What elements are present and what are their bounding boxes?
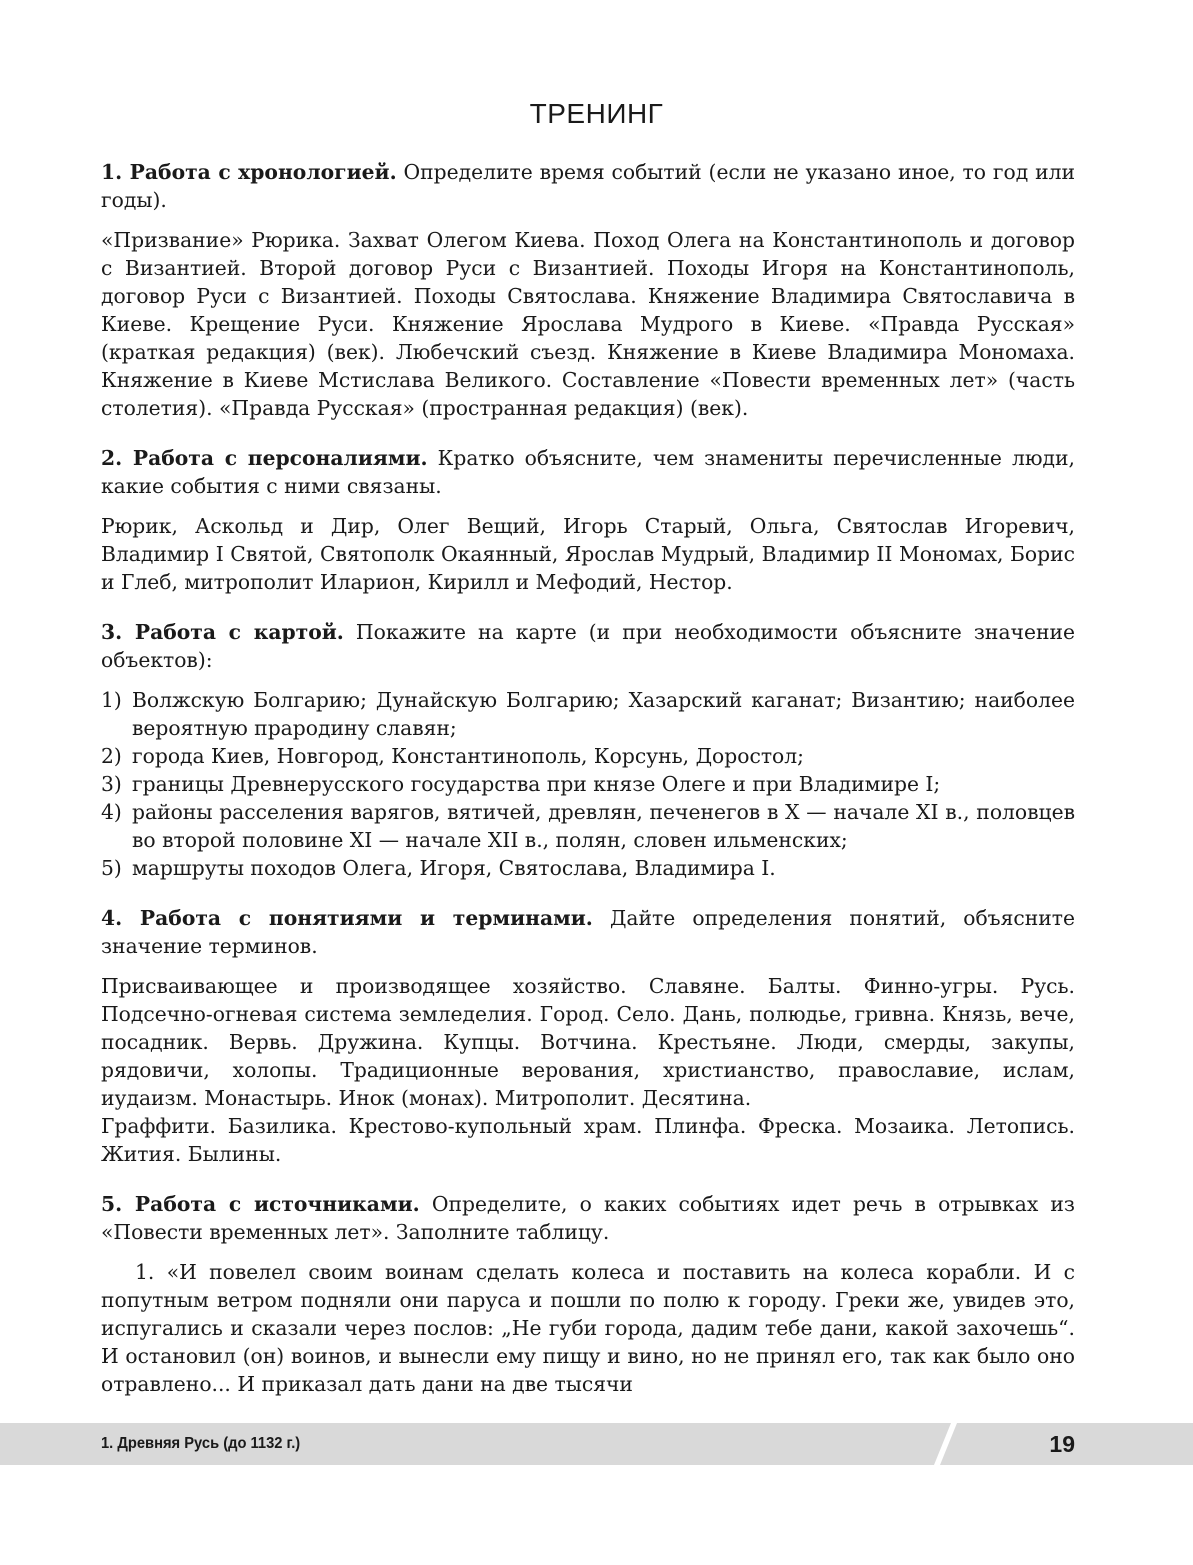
source-excerpt: 1. «И повелел своим воинам сделать колеса и поставить на колеса корабли. И с попутным ветром подняли они паруса и пошли по полю к городу. Греки же, увидев это, испугались и сказали через послов: „Не губи города, дадим тебе дани, какой захочешь“. И остановил (он) воинов, и вынесли ему пищу и вино, но не принял его, так как было оно отравлено... И приказал дать дани на две тысячи [101, 1260, 1075, 1396]
list-item-text: районы расселения варягов, вятичей, древлян, печенегов в X — начале XI в., половцев во второй половине XI — начале XII в., полян, словен ильменских; [132, 800, 1075, 852]
list-item [101, 686, 1075, 742]
list-item-number: 3) [101, 772, 122, 796]
list-item-text: маршруты походов Олега, Игоря, Святослава, Владимира I. [132, 856, 776, 880]
task-heading [101, 618, 1075, 674]
list-item-number: 5) [101, 856, 122, 880]
task-text: Определите, о каких событиях идет речь в отрывках из «Повести временных лет». Заполните таблицу. [101, 1192, 1075, 1244]
task-text: Дайте определения понятий, объясните значение терминов. [101, 906, 1075, 958]
task-lead: 1. Работа с хронологией. [101, 160, 397, 184]
section-sources [101, 1190, 1075, 1398]
task-body: Рюрик, Аскольд и Дир, Олег Вещий, Игорь Старый, Ольга, Святослав Игоревич, Владимир I Святой, Святополк Окаянный, Ярослав Мудрый, Владимир II Мономах, Борис и Глеб, митрополит Иларион, Кирилл и Мефодий, Нестор. [101, 514, 1075, 594]
map-task-list [101, 686, 1075, 882]
task-lead: 4. Работа с понятиями и терминами. [101, 906, 593, 930]
list-item-text: Волжскую Болгарию; Дунайскую Болгарию; Хазарский каганат; Византию; наиболее вероятную прародину славян; [132, 688, 1075, 740]
list-item-text: города Киев, Новгород, Константинополь, Корсунь, Доростол; [132, 744, 804, 768]
list-item [101, 770, 1075, 798]
task-text: Кратко объясните, чем знамениты перечисленные люди, какие события с ними связаны. [101, 446, 1075, 498]
list-item [101, 854, 1075, 882]
task-text: Определите время событий (если не указано иное, то год или годы). [101, 160, 1075, 212]
task-body: «Призвание» Рюрика. Захват Олегом Киева. Поход Олега на Константинополь и договор с Византией. Второй договор Руси с Византией. Походы Игоря на Константинополь, договор Руси с Византией. Походы Святослава. Княжение Владимира Святославича в Киеве. Крещение Руси. Княжение Ярослава Мудрого в Киеве. «Правда Русская» (краткая редакция) (век). Любечский съезд. Княжение в Киеве Владимира Мономаха. Княжение в Киеве Мстислава Великого. Составление «Повести временных лет» (часть столетия). «Правда Русская» (пространная редакция) (век). [101, 228, 1075, 420]
list-item [101, 742, 1075, 770]
task-heading [101, 904, 1075, 960]
section-chronology [101, 158, 1075, 422]
list-item-number: 2) [101, 744, 122, 768]
task-body-continued: Граффити. Базилика. Крестово-купольный храм. Плинфа. Фреска. Мозаика. Летопись. Жития. Былины. [101, 1114, 1075, 1166]
page-number: 19 [1049, 1431, 1075, 1457]
section-personalities [101, 444, 1075, 596]
task-heading [101, 1190, 1075, 1246]
section-terms [101, 904, 1075, 1168]
page-content [101, 158, 1075, 1398]
task-body: Присваивающее и производящее хозяйство. Славяне. Балты. Финно-угры. Русь. Подсечно-огневая система земледелия. Город. Село. Дань, полюдье, гривна. Князь, вече, посадник. Вервь. Дружина. Купцы. Вотчина. Крестьяне. Люди, смерды, закупы, рядовичи, холопы. Традиционные верования, христианство, православие, ислам, иудаизм. Монастырь. Инок (монах). Митрополит. Десятина. [101, 974, 1075, 1110]
chapter-title: 1. Древняя Русь (до 1132 г.) [101, 1435, 301, 1452]
task-lead: 2. Работа с персоналиями. [101, 446, 428, 470]
list-item-number: 4) [101, 800, 122, 824]
task-lead: 3. Работа с картой. [101, 620, 344, 644]
task-text: Покажите на карте (и при необходимости объясните значение объектов): [101, 620, 1075, 672]
task-lead: 5. Работа с источниками. [101, 1192, 420, 1216]
task-heading [101, 444, 1075, 500]
list-item-number: 1) [101, 688, 122, 712]
list-item-text: границы Древнерусского государства при князе Олеге и при Владимире I; [132, 772, 941, 796]
section-map [101, 618, 1075, 882]
task-heading [101, 158, 1075, 214]
list-item [101, 798, 1075, 854]
page-title: ТРЕНИНГ [529, 98, 664, 129]
